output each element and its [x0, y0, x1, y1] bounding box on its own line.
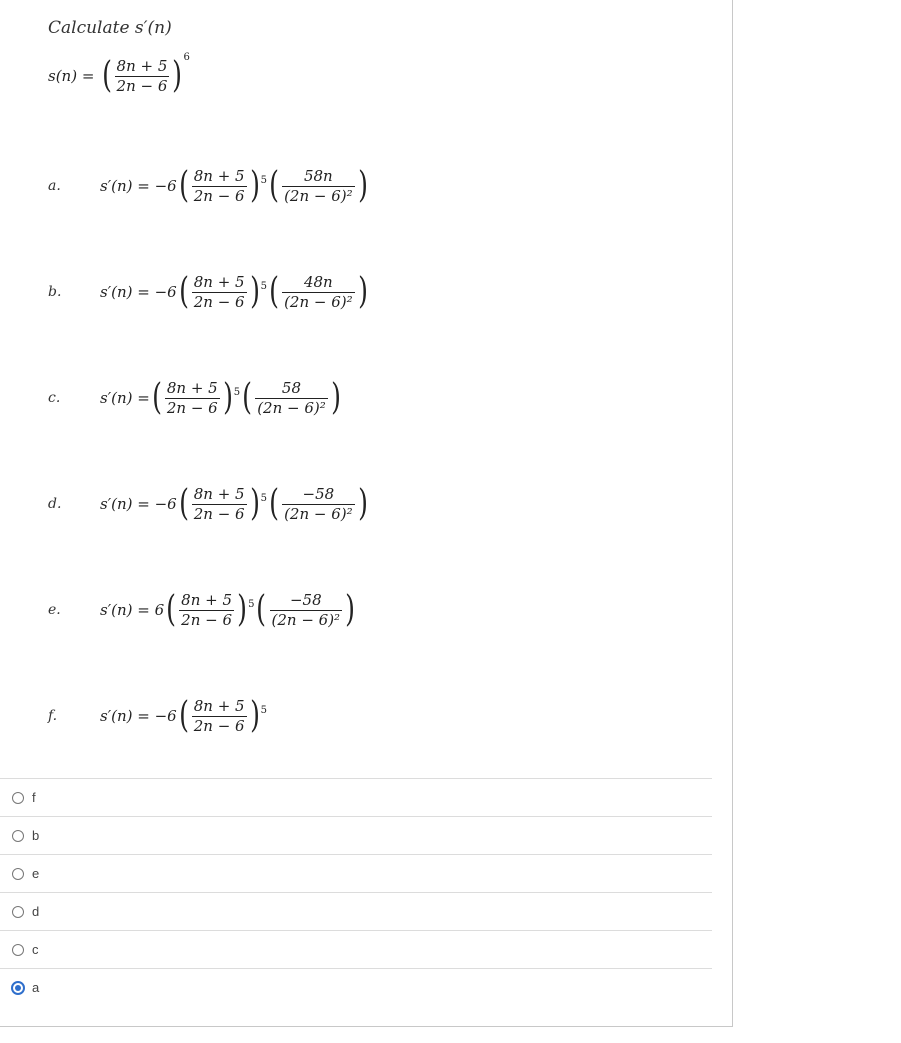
given-fraction: [114, 58, 171, 94]
given-function: [48, 52, 190, 96]
option-fraction-2: [281, 274, 356, 310]
option-denominator: 2n − 6: [193, 716, 245, 735]
radio-button-e[interactable]: [12, 868, 24, 880]
left-paren: (: [256, 589, 267, 630]
option-denominator: 2n − 6: [193, 186, 245, 205]
choice-row-a[interactable]: [0, 968, 712, 1006]
right-paren: ): [237, 589, 247, 630]
right-paren: ): [172, 55, 183, 96]
option-numerator: 8n + 5: [193, 485, 245, 503]
option-numerator: 8n + 5: [193, 167, 245, 185]
option-a: [48, 161, 370, 211]
option-fraction: [191, 486, 248, 522]
option-numerator-2: 58n: [303, 167, 333, 185]
option-denominator-2: (2n − 6)²: [271, 610, 341, 629]
option-lhs: s′(n) = −6: [100, 177, 177, 195]
option-d: [48, 479, 370, 529]
right-paren: ): [357, 483, 368, 524]
option-denominator: 2n − 6: [181, 610, 233, 629]
choice-label[interactable]: a: [32, 980, 40, 995]
option-letter: f.: [48, 708, 58, 724]
option-exponent: 5: [260, 704, 268, 716]
option-denominator: 2n − 6: [166, 398, 218, 417]
given-numerator: 8n + 5: [116, 57, 168, 75]
right-paren: ): [222, 377, 233, 418]
choice-label[interactable]: b: [32, 828, 40, 843]
option-denominator: 2n − 6: [193, 292, 245, 311]
option-f: [48, 691, 267, 741]
given-lhs: s(n) =: [48, 67, 95, 85]
left-paren: (: [101, 55, 112, 96]
option-fraction-2: [254, 380, 329, 416]
option-numerator: 8n + 5: [193, 273, 245, 291]
choice-row-f[interactable]: [0, 778, 712, 816]
option-c: [48, 373, 343, 423]
option-b: [48, 267, 370, 317]
option-lhs: s′(n) = −6: [100, 283, 177, 301]
option-letter: a.: [48, 178, 61, 194]
choice-label[interactable]: f: [32, 790, 36, 805]
option-denominator-2: (2n − 6)²: [284, 504, 353, 523]
left-paren: (: [178, 483, 189, 524]
radio-button-c[interactable]: [12, 944, 24, 956]
left-paren: (: [151, 377, 162, 418]
option-exponent: 5: [260, 280, 268, 292]
left-paren: (: [269, 483, 279, 524]
option-denominator-2: (2n − 6)²: [284, 186, 353, 205]
option-e: [48, 585, 357, 635]
option-denominator: 2n − 6: [193, 504, 245, 523]
choice-label[interactable]: d: [32, 904, 40, 919]
choice-label[interactable]: e: [32, 866, 40, 881]
left-paren: (: [269, 271, 279, 312]
left-paren: (: [269, 165, 279, 206]
option-exponent: 5: [233, 386, 241, 398]
option-lhs: s′(n) = −6: [100, 707, 177, 725]
question-title: [48, 18, 172, 38]
option-fraction-2: [281, 486, 356, 522]
right-paren: ): [357, 271, 368, 312]
option-letter: c.: [48, 390, 61, 406]
right-paren: ): [249, 165, 260, 206]
option-lhs: s′(n) =: [100, 389, 150, 407]
option-numerator-2: −58: [302, 485, 335, 503]
option-fraction: [164, 380, 221, 416]
right-paren: ): [357, 165, 368, 206]
right-paren: ): [249, 483, 260, 524]
option-exponent: 5: [248, 598, 255, 610]
choice-label[interactable]: c: [32, 942, 39, 957]
option-numerator: 8n + 5: [166, 379, 218, 397]
option-fraction: [191, 168, 248, 204]
choice-row-e[interactable]: [0, 854, 712, 892]
left-paren: (: [166, 589, 177, 630]
option-denominator-2: (2n − 6)²: [284, 292, 353, 311]
left-paren: (: [178, 695, 189, 736]
left-paren: (: [242, 377, 253, 418]
option-fraction-2: [269, 592, 344, 628]
option-fraction: [191, 274, 248, 310]
option-exponent: 5: [260, 174, 268, 186]
option-numerator-2: −58: [289, 591, 322, 609]
radio-button-b[interactable]: [12, 830, 24, 842]
right-paren: ): [249, 695, 260, 736]
option-denominator-2: (2n − 6)²: [257, 398, 326, 417]
radio-button-a[interactable]: [11, 981, 25, 995]
given-exponent: 6: [183, 52, 190, 63]
option-letter: b.: [48, 284, 62, 300]
right-paren: ): [249, 271, 260, 312]
option-lhs: s′(n) = −6: [100, 495, 177, 513]
option-numerator: 8n + 5: [181, 591, 233, 609]
option-letter: e.: [48, 602, 61, 618]
choice-row-c[interactable]: [0, 930, 712, 968]
option-lhs: s′(n) = 6: [100, 601, 165, 619]
right-paren: ): [330, 377, 341, 418]
option-exponent: 5: [260, 492, 268, 504]
question-title-text: Calculate s′(n): [48, 18, 172, 38]
option-fraction-2: [281, 168, 356, 204]
option-letter: d.: [48, 496, 62, 512]
left-paren: (: [178, 165, 189, 206]
right-paren: ): [345, 589, 356, 630]
left-paren: (: [178, 271, 189, 312]
option-fraction: [191, 698, 248, 734]
option-numerator-2: 58: [281, 379, 302, 397]
choice-row-d[interactable]: [0, 892, 712, 930]
choice-row-b[interactable]: [0, 816, 712, 854]
option-numerator-2: 48n: [303, 273, 333, 291]
radio-button-d[interactable]: [12, 906, 24, 918]
option-numerator: 8n + 5: [193, 697, 245, 715]
option-fraction: [178, 592, 235, 628]
answer-choices: [0, 778, 712, 1006]
given-denominator: 2n − 6: [116, 76, 168, 95]
radio-button-f[interactable]: [12, 792, 24, 804]
